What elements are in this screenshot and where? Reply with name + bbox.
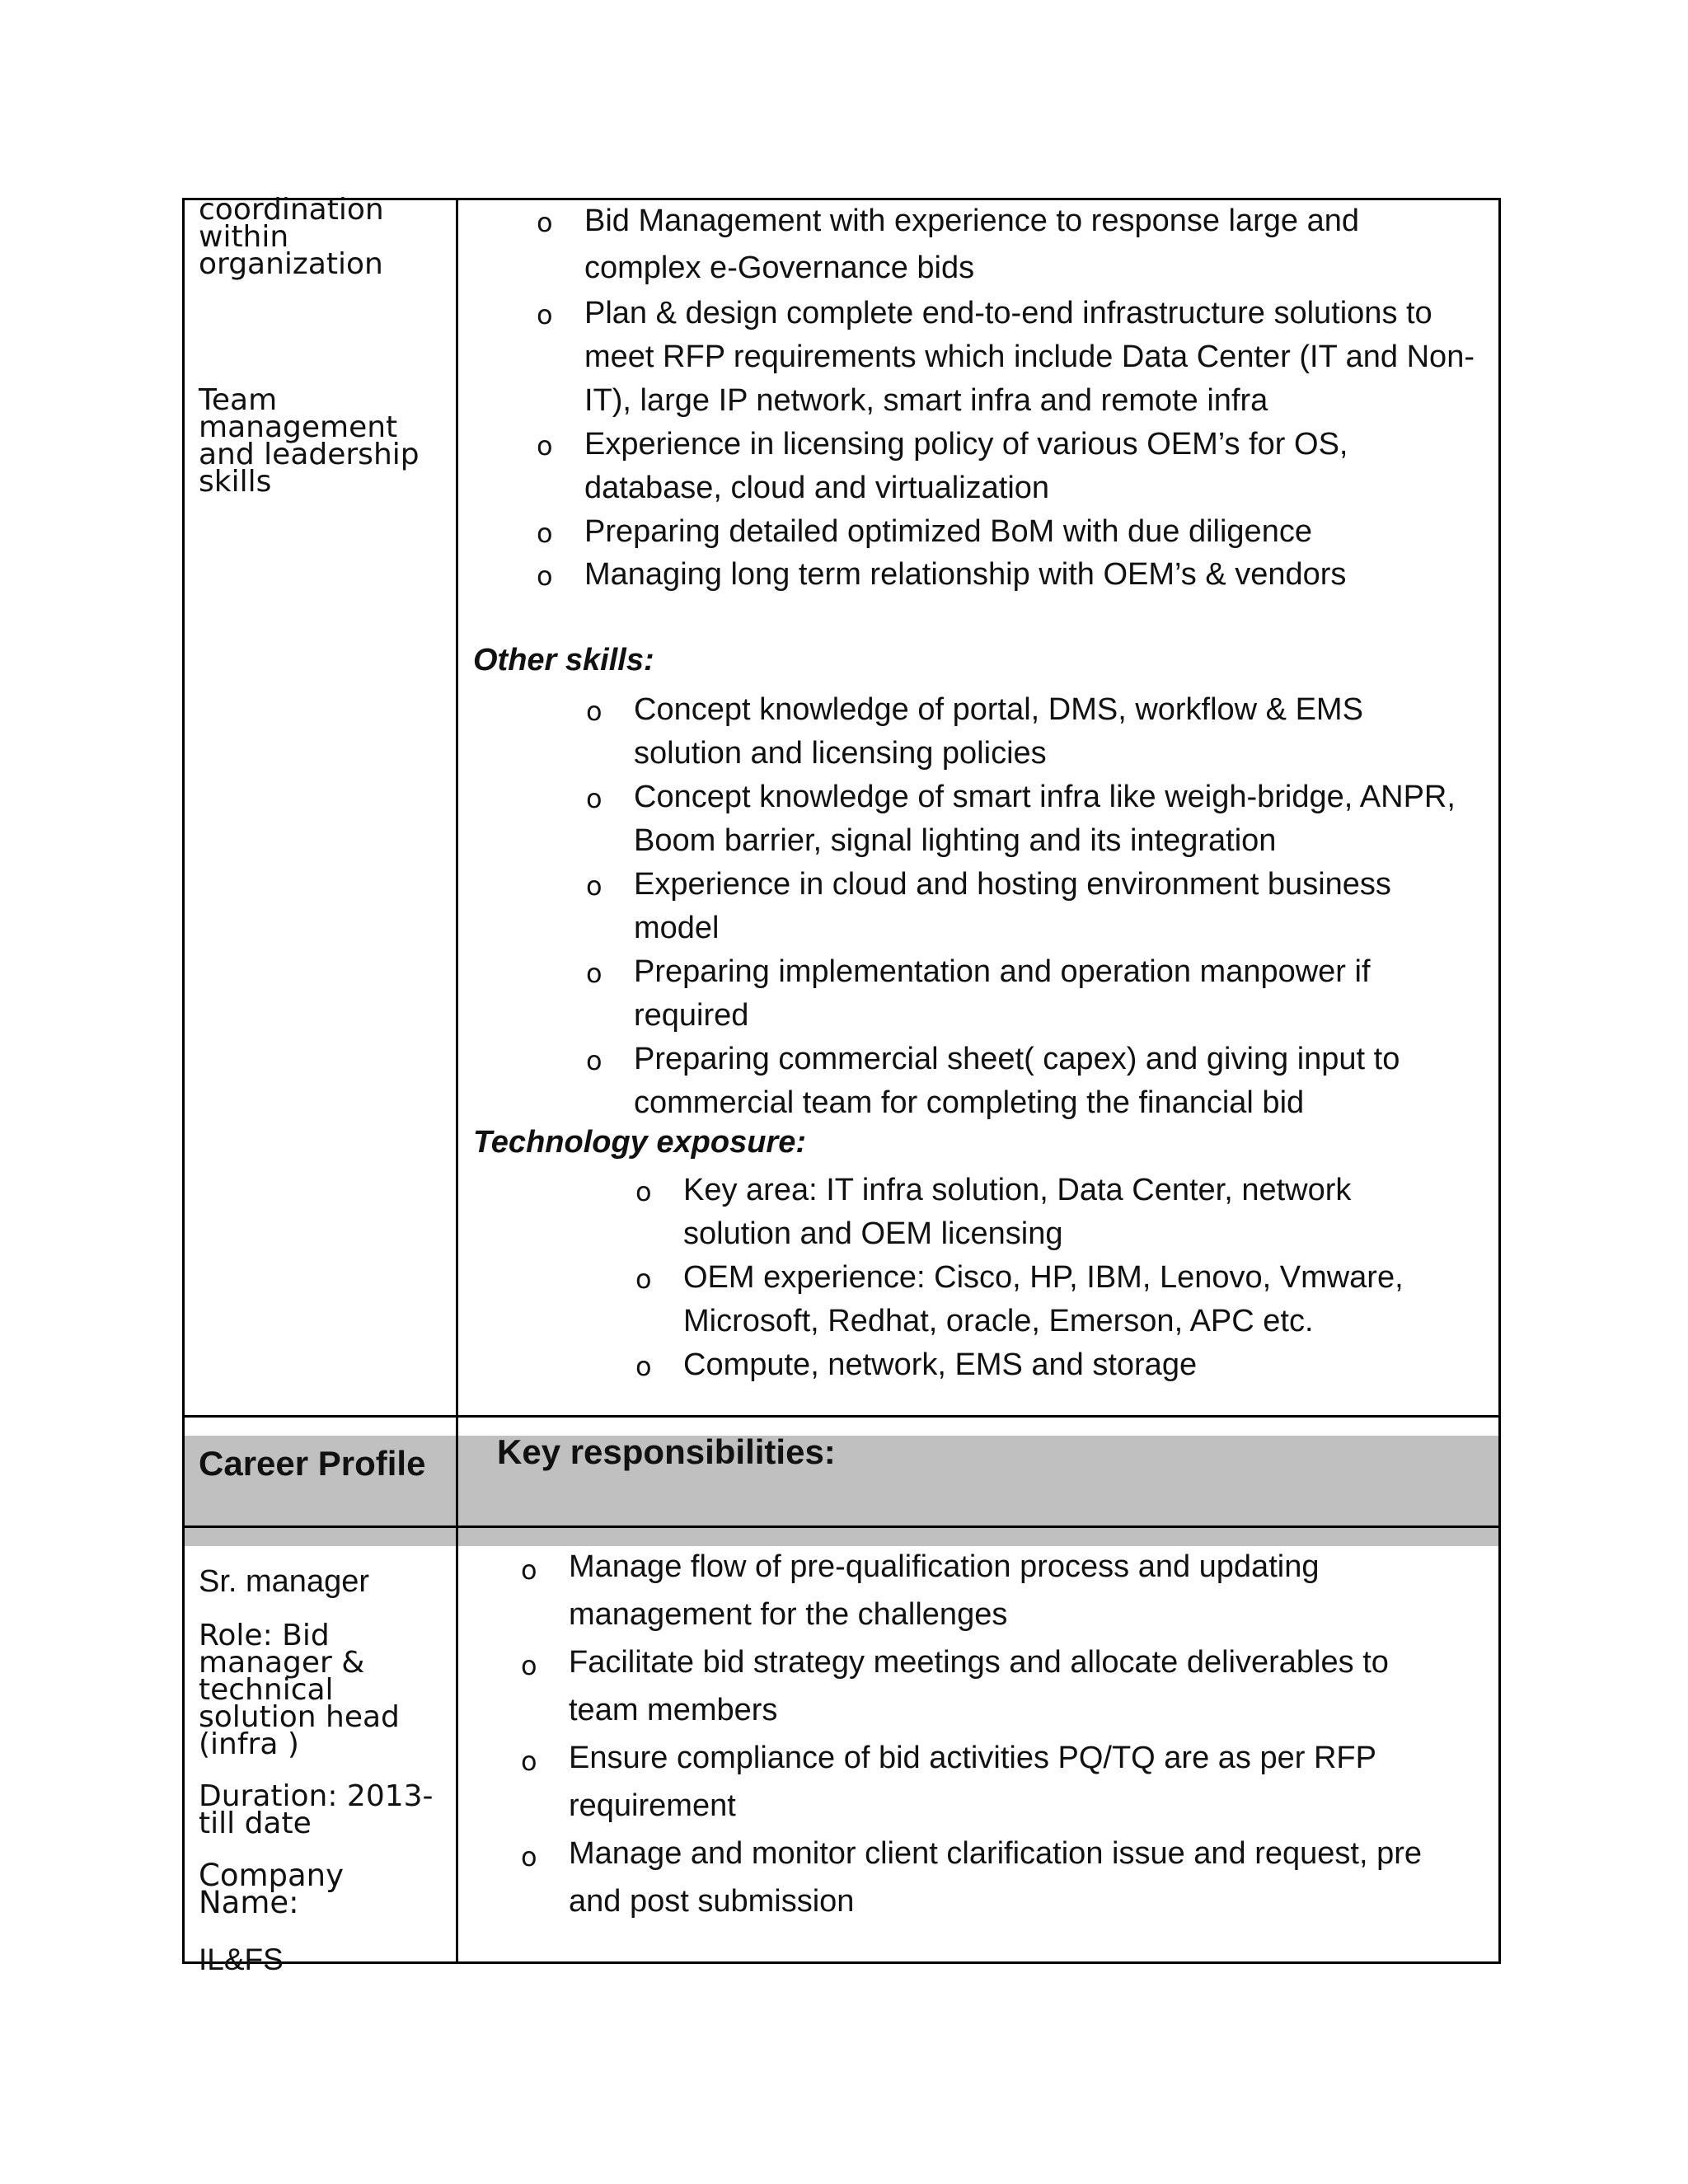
career-profile-heading: Career Profile (199, 1444, 426, 1483)
bullet-glyph: o (586, 870, 603, 902)
company-name: IL&FS (199, 1943, 284, 1976)
list-item (521, 1734, 1469, 1830)
list-item-text: Concept knowledge of portal, DMS, workflow & EMS solution and licensing policies (634, 692, 1363, 771)
column-divider (456, 198, 458, 1964)
key-responsibilities-heading: Key responsibilities: (497, 1432, 836, 1471)
list-item-text: Manage flow of pre-qualification process and updating management for the challenges (569, 1549, 1320, 1632)
bullet-glyph: o (586, 783, 603, 814)
list-item-text: Preparing commercial sheet( capex) and giving input to commercial team for completing the financial bid (634, 1042, 1400, 1120)
list-item (537, 510, 1468, 553)
left-cell-career (199, 1564, 446, 1976)
bullet-glyph: o (537, 207, 553, 238)
bullet-glyph: o (521, 1554, 537, 1586)
list-item-text: Ensure compliance of bid activities PQ/TQ are as per RFP requirement (569, 1741, 1376, 1823)
row-divider-header (182, 1526, 1501, 1528)
list-item (521, 1543, 1469, 1638)
list-item-text: Preparing detailed optimized BoM with due diligence (584, 514, 1312, 549)
left-cell-top (199, 193, 446, 499)
list-item (586, 1038, 1468, 1125)
bullet-glyph: o (537, 518, 553, 549)
row-divider-top (182, 1415, 1501, 1418)
duration-text: Duration: 2013- till date (199, 1779, 434, 1840)
other-skills-heading: Other skills: (473, 643, 654, 677)
bullet-glyph: o (635, 1351, 652, 1382)
list-item (635, 1343, 1468, 1387)
list-item-text: Facilitate bid strategy meetings and allocate deliverables to team members (569, 1645, 1389, 1727)
list-item-text: Concept knowledge of smart infra like weigh-bridge, ANPR, Boom barrier, signal lighting and its integration (634, 780, 1456, 858)
list-item-text: Experience in cloud and hosting environment business model (634, 867, 1391, 945)
list-item-text: Manage and monitor client clarification issue and request, pre and post submission (569, 1836, 1423, 1919)
list-item-text: Plan & design complete end-to-end infrastructure solutions to meet RFP requirements which include Data Center (IT and Non-IT), large IP network, smart infra and remote infra (584, 296, 1475, 418)
list-item (586, 950, 1468, 1038)
list-item (537, 423, 1468, 510)
list-item (586, 863, 1468, 950)
position-title: Sr. manager (199, 1564, 369, 1599)
bullet-glyph: o (586, 1045, 603, 1076)
list-item (537, 198, 1468, 292)
list-item-text: Compute, network, EMS and storage (683, 1347, 1198, 1382)
list-item-text: Managing long term relationship with OEM’s & vendors (584, 557, 1347, 592)
list-item (537, 553, 1468, 596)
list-item (586, 776, 1468, 863)
bullet-glyph: o (537, 430, 553, 462)
list-item (635, 1256, 1468, 1343)
bullet-glyph: o (586, 958, 603, 989)
technology-heading: Technology exposure: (473, 1125, 806, 1160)
list-item-text: OEM experience: Cisco, HP, IBM, Lenovo, Vmware, Microsoft, Redhat, oracle, Emerson, APC etc. (683, 1260, 1404, 1338)
bullet-glyph: o (635, 1263, 652, 1295)
bullet-glyph: o (537, 560, 553, 592)
bid-management-list (537, 198, 1475, 596)
list-item-text: Bid Management with experience to response large and complex e-Governance bids (584, 204, 1360, 285)
left-item-coordination: coordination within organization (199, 193, 384, 281)
bullet-glyph: o (635, 1176, 652, 1207)
list-item-text: Experience in licensing policy of various OEM’s for OS, database, cloud and virtualization (584, 427, 1348, 505)
bullet-glyph: o (586, 696, 603, 727)
bullet-glyph: o (521, 1841, 537, 1872)
bullet-glyph: o (521, 1746, 537, 1777)
list-item-text: Key area: IT infra solution, Data Center, network solution and OEM licensing (683, 1173, 1352, 1251)
bullet-glyph: o (537, 299, 553, 330)
role-text: Role: Bid manager & technical solution head (infra ) (199, 1619, 400, 1761)
company-label: Company Name: (199, 1858, 345, 1920)
list-item (521, 1830, 1469, 1925)
list-item (586, 688, 1468, 776)
list-item (521, 1638, 1469, 1734)
list-item-text: Preparing implementation and operation manpower if required (634, 954, 1371, 1033)
left-item-team-management: Team management and leadership skills (199, 383, 420, 499)
other-skills-list (586, 688, 1468, 1125)
technology-list (635, 1169, 1468, 1387)
list-item (635, 1169, 1468, 1256)
bullet-glyph: o (521, 1650, 537, 1681)
list-item (537, 292, 1475, 423)
responsibilities-list (521, 1543, 1469, 1925)
